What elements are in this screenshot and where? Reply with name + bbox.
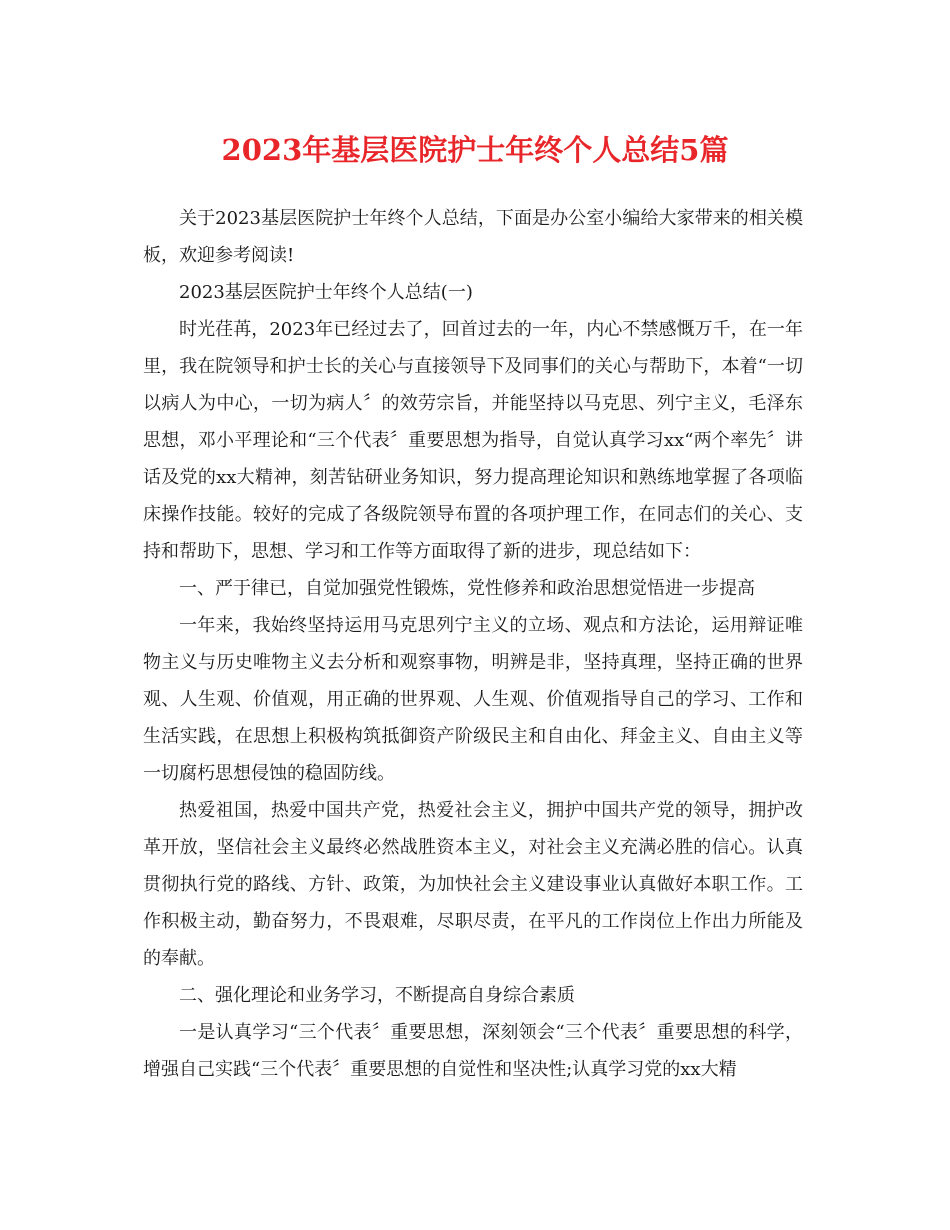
section-heading: 一、严于律已，自觉加强党性锻炼，党性修养和政治思想觉悟进一步提高 [179, 578, 755, 599]
body-paragraph: 一年来，我始终坚持运用马克思列宁主义的立场、观点和方法论，运用辩证唯物主义与历史唯物主义去分析和观察事物，明辨是非，坚持真理，坚持正确的世界观、人生观、价值观，用正确的世界观、人生观、价值观指导自己的学习、工作和生活实践，在思想上积极构筑抵御资产阶级民主和自由化、拜金主义、自由主义等一切腐朽思想侵蚀的稳固防线。 [143, 615, 803, 784]
body-paragraph: 热爱祖国，热爱中国共产党，热爱社会主义，拥护中国共产党的领导，拥护改革开放，坚信社会主义最终必然战胜资本主义，对社会主义充满必胜的信心。认真贯彻执行党的路线、方针、政策，为加快社会主义建设事业认真做好本职工作。工作积极主动，勤奋努力，不畏艰难，尽职尽责，在平凡的工作岗位上作出力所能及的奉献。 [143, 800, 803, 969]
document-body [143, 200, 803, 1088]
intro-paragraph: 关于2023基层医院护士年终个人总结，下面是办公室小编给大家带来的相关模板，欢迎参考阅读! [143, 208, 803, 266]
section-heading: 二、强化理论和业务学习，不断提高自身综合素质 [179, 985, 575, 1006]
document-title: 2023年基层医院护士年终个人总结5篇 [221, 133, 729, 167]
section-heading: 2023基层医院护士年终个人总结(一) [179, 282, 473, 303]
body-paragraph: 时光荏苒，2023年已经过去了，回首过去的一年，内心不禁感慨万千，在一年里，我在院领导和护士长的关心与直接领导下及同事们的关心与帮助下，本着“一切以病人为中心，一切为病人〞的效劳宗旨，并能坚持以马克思、列宁主义，毛泽东思想，邓小平理论和“三个代表〞重要思想为指导，自觉认真学习xx“两个率先〞讲话及党的xx大精神，刻苦钻研业务知识，努力提高理论知识和熟练地掌握了各项临床操作技能。较好的完成了各级院领导布置的各项护理工作，在同志们的关心、支持和帮助下，思想、学习和工作等方面取得了新的进步，现总结如下： [143, 319, 803, 562]
body-paragraph: 一是认真学习“三个代表〞重要思想，深刻领会“三个代表〞重要思想的科学，增强自己实践“三个代表〞重要思想的自觉性和坚决性;认真学习党的xx大精 [143, 1022, 803, 1080]
